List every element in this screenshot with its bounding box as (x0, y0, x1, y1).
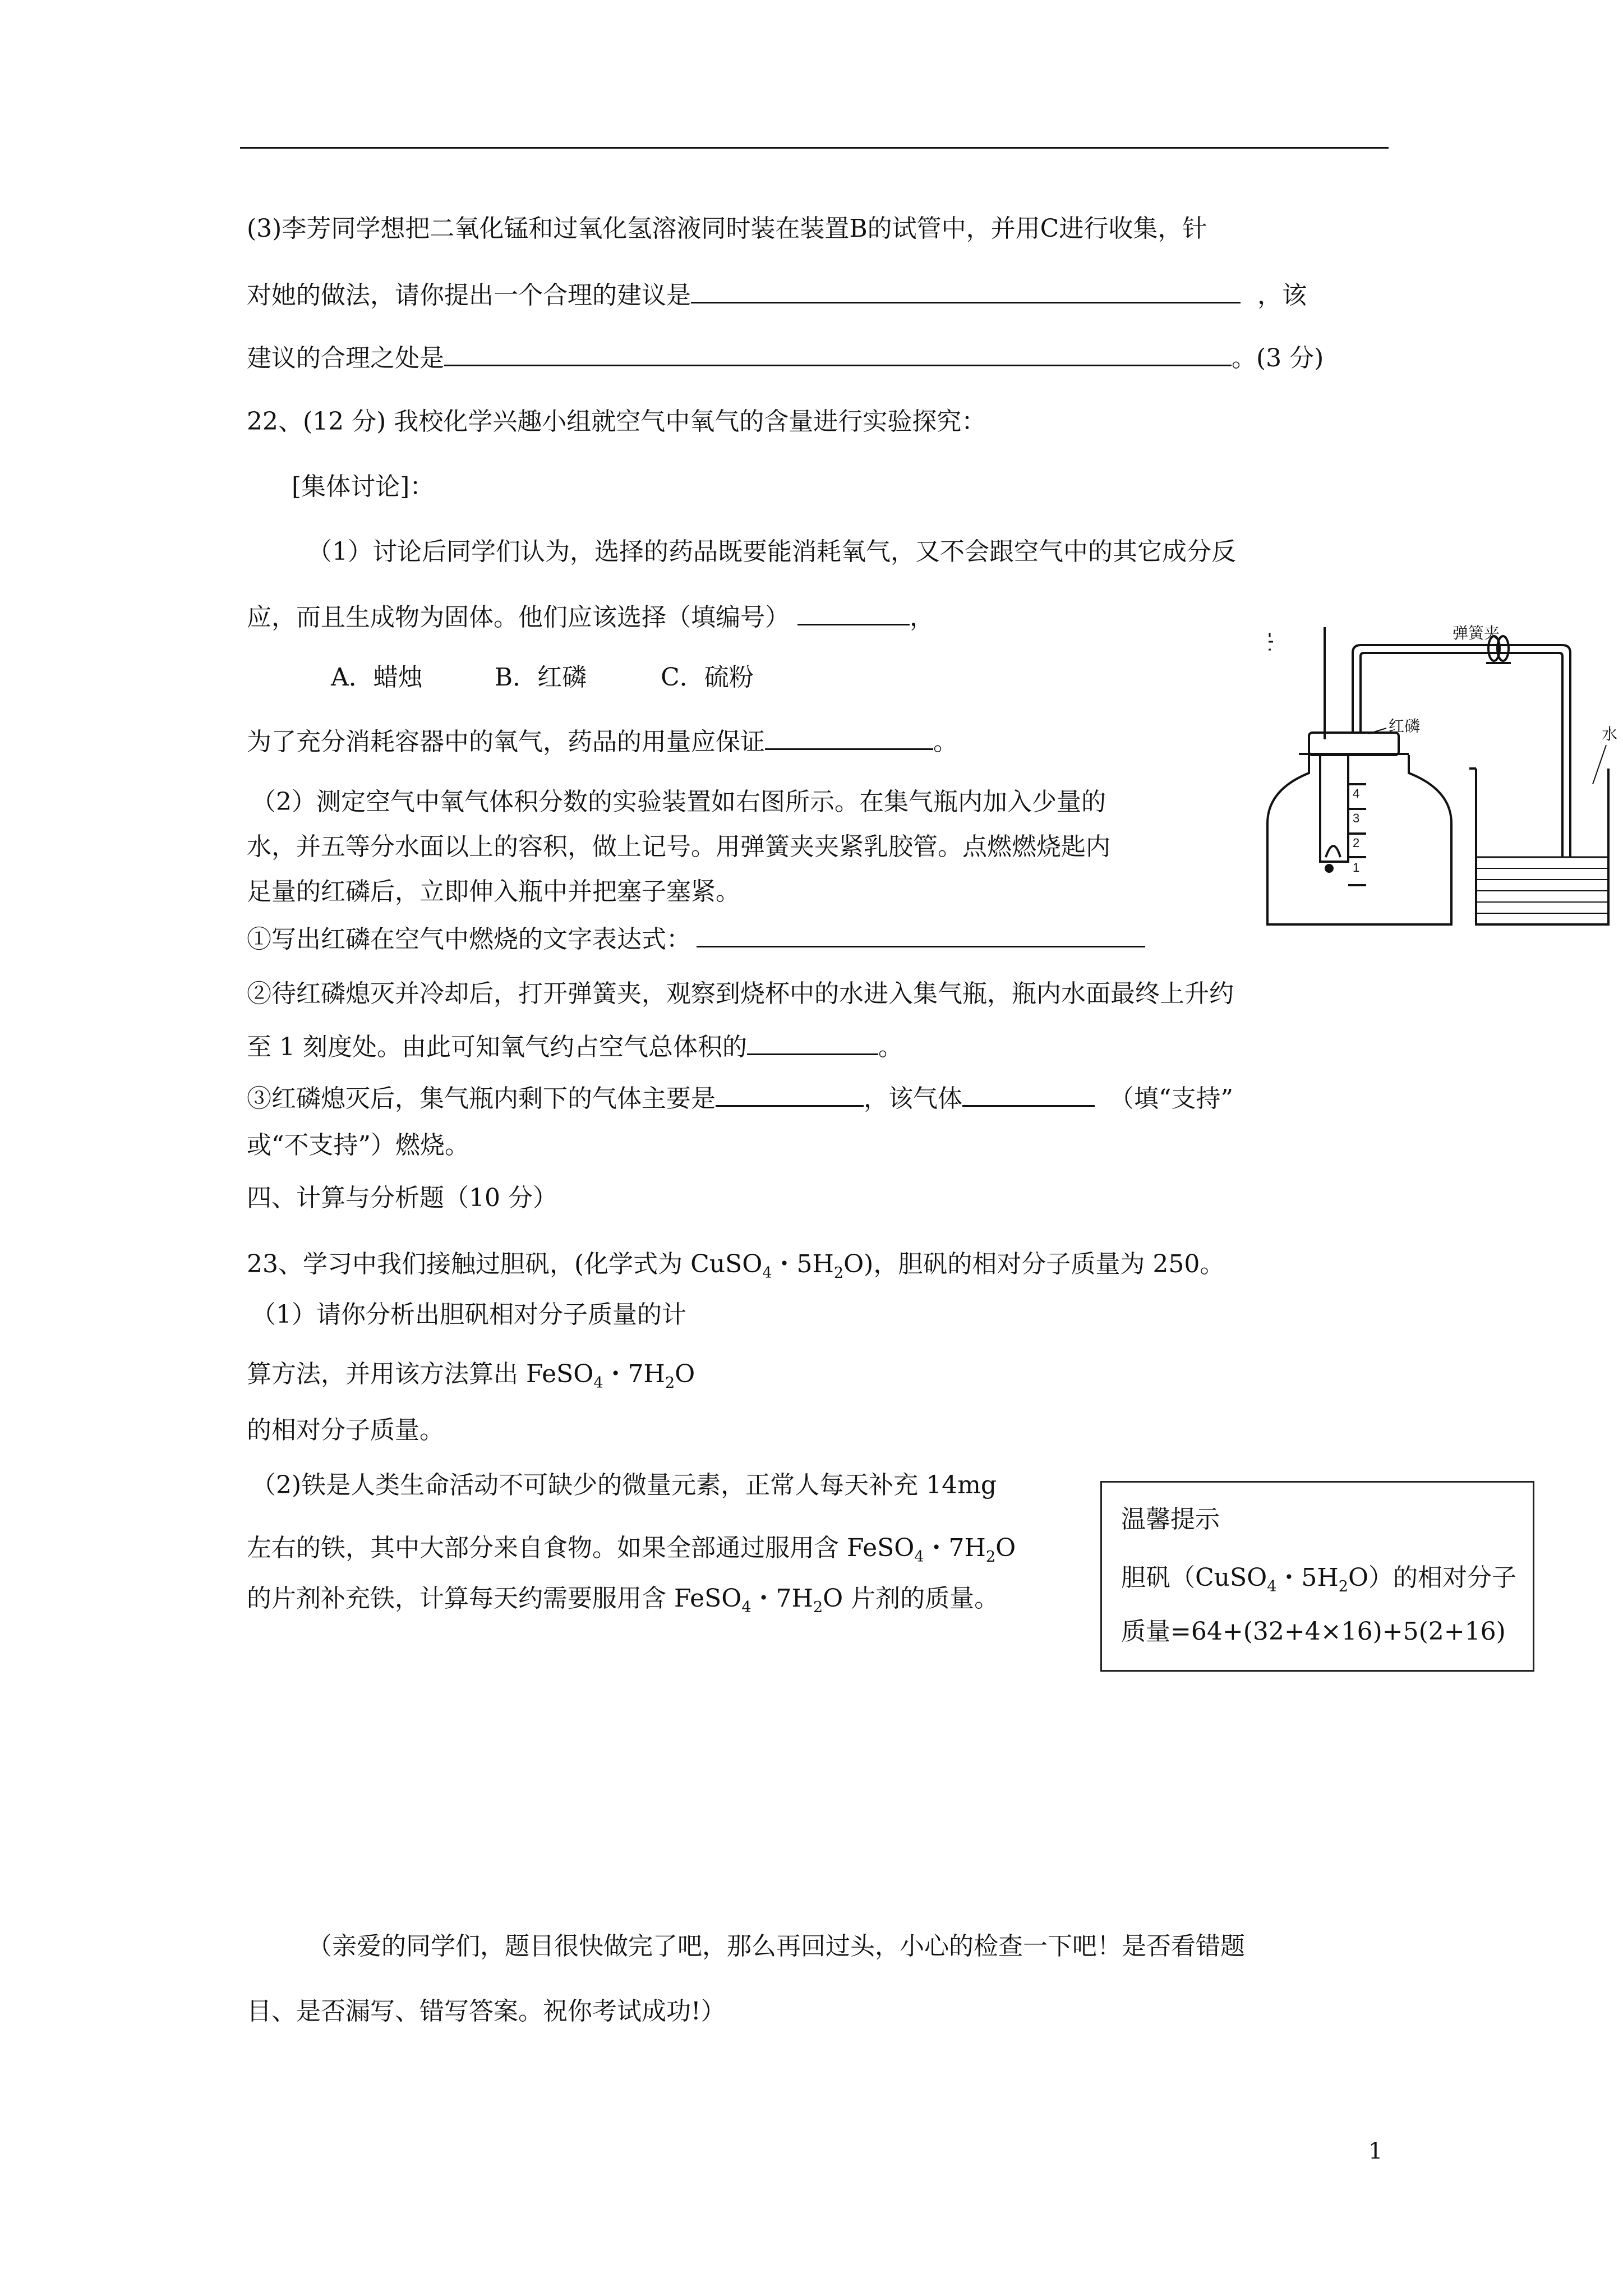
tip-line2: 胆矾（CuSO$_4$・$5H_2O$）的相对分子 (1121, 1563, 1517, 1595)
answer-blank[interactable] (797, 599, 910, 625)
q22-p2-line1: （2）测定空气中氧气体积分数的实验装置如右图所示。在集气瓶内加入少量的 (251, 788, 1106, 816)
closing-line1: （亲爱的同学们，题目很快做完了吧，那么再回过头，小心的检查一下吧！是否看错题 (307, 1932, 1245, 1961)
q22-s1: ①写出红磷在空气中燃烧的文字表达式： (247, 921, 1145, 956)
q22-p2-line3: 足量的红磷后，立即伸入瓶中并把塞子塞紧。 (247, 877, 740, 906)
answer-blank[interactable] (747, 1029, 878, 1055)
q22-p2-line2: 水，并五等分水面以上的容积，做上记号。用弹簧夹夹紧乳胶管。点燃燃烧匙内 (247, 832, 1110, 861)
q22-p1-line4: 为了充分消耗容器中的氧气，药品的用量应保证 。 (247, 724, 958, 759)
q23-p2-line1: （2)铁是人类生命活动不可缺少的微量元素，正常人每天补充 14mg (251, 1471, 997, 1499)
q23-p1-line3: 的相对分子质量。 (247, 1416, 444, 1444)
water-label: 水 (1602, 725, 1618, 743)
answer-blank[interactable] (444, 340, 1232, 366)
tip-box (1100, 1481, 1534, 1672)
scale-mark: 3 (1353, 811, 1360, 825)
header-rule (240, 147, 1389, 149)
scale-mark: 2 (1353, 836, 1360, 850)
q22-s3-line2: 或“不支持”）燃烧。 (247, 1131, 469, 1159)
q22-p1-line2: 应，而且生成物为固体。他们应该选择（填编号） ， (247, 599, 934, 634)
q22-p1-line1: （1）讨论后同学们认为，选择的药品既要能消耗氧气，又不会跟空气中的其它成分反 (307, 537, 1236, 566)
q23-p1-line2: 算方法，并用该方法算出 FeSO$_4$・$7H_2O$ (247, 1360, 695, 1392)
q21-line3: 建议的合理之处是 。(3 分) (247, 340, 1324, 375)
answer-blank[interactable] (697, 921, 1145, 947)
q22-title: 22、(12 分) 我校化学兴趣小组就空气中氧气的含量进行实验探究： (247, 407, 986, 436)
answer-blank[interactable] (765, 724, 933, 750)
q22-s2-line1: ②待红磷熄灭并冷却后，打开弹簧夹，观察到烧杯中的水进入集气瓶，瓶内水面最终上升约 (247, 979, 1234, 1008)
option-a: A．蜡烛 (331, 663, 423, 692)
answer-blank[interactable] (691, 277, 1241, 303)
phosphorus-label: 红磷 (1389, 717, 1421, 735)
page-number: 1 (1368, 2138, 1383, 2164)
q23-p1-line1: （1）请你分析出胆矾相对分子质量的计 (251, 1300, 686, 1329)
answer-blank[interactable] (962, 1080, 1095, 1107)
q23-p2-line3: 的片剂补充铁，计算每天约需要服用含 FeSO$_4$・$7H_2O$ 片剂的质量。 (247, 1584, 999, 1616)
q22-s3-line1: ③红磷熄灭后，集气瓶内剩下的气体主要是 ，该气体 （填“支持” (247, 1080, 1233, 1116)
apparatus-figure (1256, 622, 1621, 936)
clamp-label: 弹簧夹 (1453, 624, 1500, 642)
tip-line3: 质量=64+(32+4×16)+5(2+16) (1121, 1617, 1506, 1646)
answer-blank[interactable] (716, 1080, 864, 1107)
scale-mark: 1 (1353, 861, 1360, 875)
q22-discussion: [集体讨论]： (292, 472, 435, 501)
q21-line2: 对她的做法，请你提出一个合理的建议是 ，该 (247, 277, 1307, 312)
q21-line1: (3)李芳同学想把二氧化锰和过氧化氢溶液同时装在装置B的试管中，并用C进行收集，针 (247, 214, 1207, 243)
option-c: C．硫粉 (661, 663, 754, 692)
q22-s2-line2: 至 1 刻度处。由此可知氧气约占空气总体积的 。 (247, 1029, 903, 1064)
q22-options (331, 661, 754, 694)
closing-line2: 目、是否漏写、错写答案。祝你考试成功!） (247, 1997, 726, 2026)
option-b: B．红磷 (494, 663, 587, 692)
q23-p2-line2: 左右的铁，其中大部分来自食物。如果全部通过服用含 FeSO$_4$・$7H_2O$ (247, 1534, 1016, 1566)
scale-mark: 4 (1353, 786, 1360, 800)
section4-title: 四、计算与分析题（10 分） (247, 1184, 557, 1212)
tip-title: 温馨提示 (1121, 1505, 1220, 1534)
q23-intro: 23、学习中我们接触过胆矾，(化学式为 CuSO$_4$・$5H_2O$)，胆矾的相对分子质量为 250。 (247, 1250, 1225, 1282)
